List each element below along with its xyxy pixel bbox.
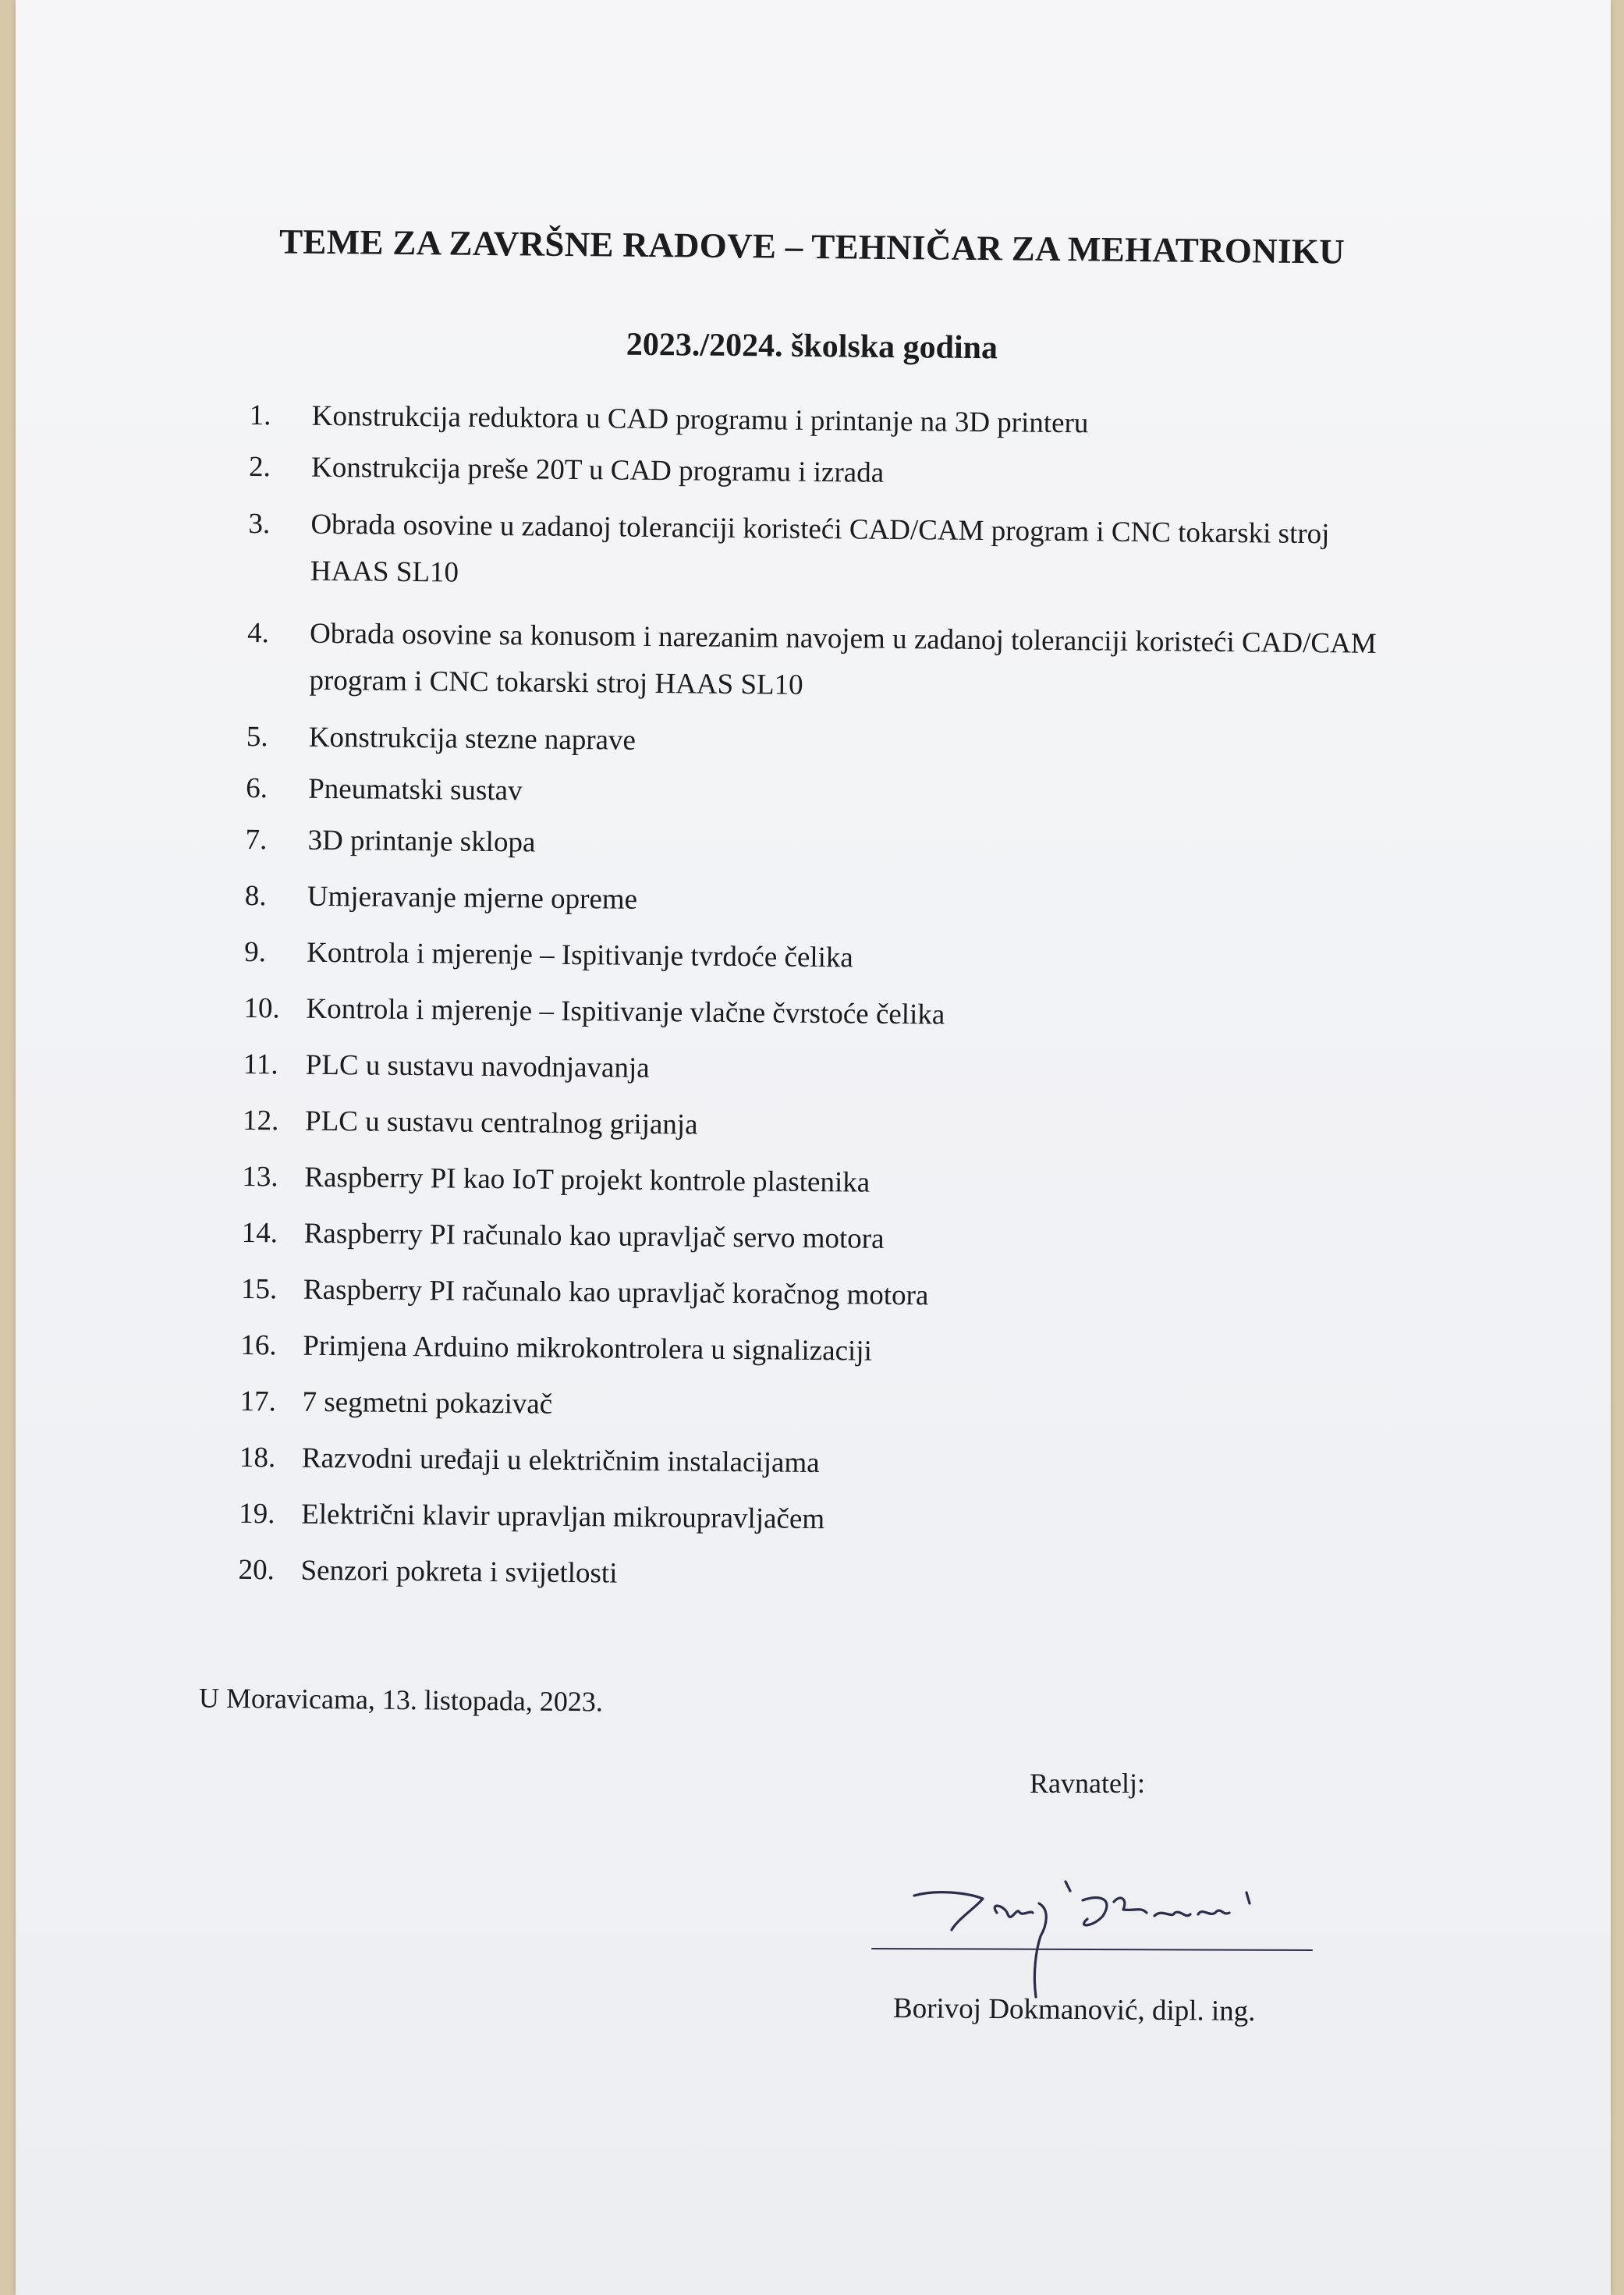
item-text: Primjena Arduino mikrokontrolera u signalizaciji <box>303 1329 873 1367</box>
item-number: 6. <box>245 772 268 805</box>
item-number: 13. <box>242 1160 278 1194</box>
item-text: Konstrukcija preše 20T u CAD programu i izrada <box>310 451 885 489</box>
item-number: 11. <box>243 1048 278 1081</box>
item-text: Senzori pokreta i svijetlosti <box>300 1554 618 1590</box>
item-number: 18. <box>239 1441 276 1474</box>
item-number: 16. <box>240 1328 277 1362</box>
list-item <box>245 878 1384 925</box>
item-text: Umjeravanje mjerne opreme <box>307 880 638 916</box>
signer-name: Borivoj Dokmanović, dipl. ing. <box>892 1992 1256 2028</box>
item-number: 12. <box>242 1104 279 1137</box>
list-item <box>239 1440 1378 1487</box>
item-number: 2. <box>248 450 271 484</box>
item-text: Obrada osovine sa konusom i narezanim navojem u zadanoj toleranciji koristeći CAD/CAM program i CNC tokarski stroj HAAS SL10 <box>309 617 1377 701</box>
list-item <box>246 610 1386 715</box>
item-number: 19. <box>239 1497 275 1531</box>
list-item <box>243 1103 1381 1150</box>
item-number: 4. <box>246 616 270 650</box>
item-number: 7. <box>245 823 268 857</box>
item-number: 20. <box>238 1553 275 1587</box>
list-item <box>245 822 1384 869</box>
item-text: Konstrukcija reduktora u CAD programu i printanje na 3D printeru <box>311 399 1089 440</box>
item-text: 3D printanje sklopa <box>307 824 536 859</box>
item-text: Razvodni uređaji u električnim instalacijama <box>301 1442 820 1480</box>
item-text: Konstrukcija stezne naprave <box>308 721 636 757</box>
item-text: Kontrola i mjerenje – Ispitivanje vlačne čvrstoće čelika <box>306 992 945 1031</box>
item-number: 3. <box>248 507 271 541</box>
list-item <box>246 771 1385 818</box>
list-item <box>243 991 1382 1038</box>
list-item <box>241 1272 1380 1318</box>
item-number: 17. <box>239 1385 277 1418</box>
item-number: 8. <box>244 879 267 913</box>
list-item <box>239 1496 1378 1543</box>
item-number: 14. <box>241 1216 278 1250</box>
item-number: 5. <box>246 720 268 754</box>
signatory-role: Ravnatelj: <box>1030 1768 1145 1799</box>
item-text: PLC u sustavu centralnog grijanja <box>304 1105 698 1141</box>
item-number: 1. <box>249 399 271 432</box>
item-text: Električni klavir upravljan mikroupravljačem <box>301 1498 825 1536</box>
list-item <box>244 935 1383 981</box>
list-item <box>240 1328 1379 1375</box>
item-text: Kontrola i mjerenje – Ispitivanje tvrdoće čelika <box>306 936 854 974</box>
school-year-subtitle: 2023./2024. školska godina <box>626 326 998 367</box>
item-text: 7 segmetni pokazivač <box>302 1385 553 1421</box>
list-item <box>241 1215 1380 1262</box>
item-text: PLC u sustavu navodnjavanja <box>305 1048 650 1084</box>
item-text: Raspberry PI kao IoT projekt kontrole plastenika <box>304 1161 871 1199</box>
list-item <box>242 1159 1381 1206</box>
place-and-date: U Moravicama, 13. listopada, 2023. <box>198 1682 604 1718</box>
item-number: 15. <box>240 1272 278 1306</box>
list-item <box>239 1384 1378 1431</box>
list-item <box>243 1047 1382 1094</box>
list-item <box>246 719 1385 766</box>
item-number: 9. <box>243 935 267 969</box>
item-text: Pneumatski sustav <box>307 772 523 807</box>
list-item <box>249 449 1388 496</box>
item-number: 10. <box>243 991 280 1025</box>
topics-list <box>238 398 1388 1599</box>
item-text: Raspberry PI računalo kao upravljač koračnog motora <box>303 1273 929 1312</box>
item-text: Raspberry PI računalo kao upravljač servo motora <box>303 1217 885 1255</box>
item-text: Obrada osovine u zadanoj toleranciji koristeći CAD/CAM program i CNC tokarski stroj HAAS SL10 <box>310 508 1330 589</box>
document-title: TEME ZA ZAVRŠNE RADOVE – TEHNIČAR ZA MEHATRONIKU <box>278 222 1346 271</box>
list-item <box>248 501 1388 605</box>
